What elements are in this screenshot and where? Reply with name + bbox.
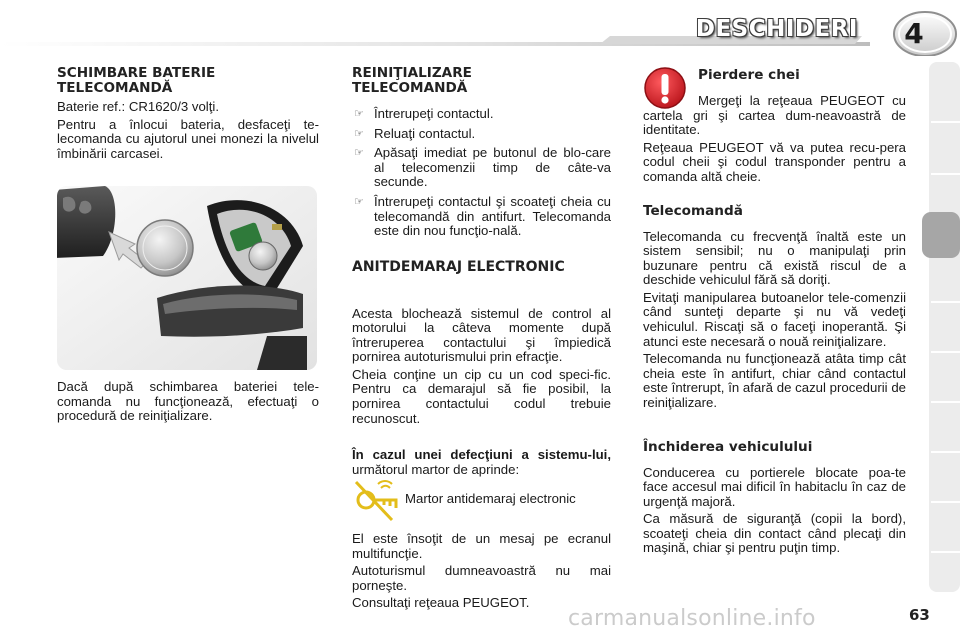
page-number: 63 [909,606,930,624]
battery-coin [137,220,193,276]
reinit-title: REINIŢIALIZARE TELECOMANDĂ [352,65,472,96]
battery-reference: Baterie ref.: CR1620/3 volţi. [57,99,219,114]
pointing-hand-icon: ☞ [354,127,364,140]
reinit-steps [352,107,611,239]
immobiliser-section [352,260,611,480]
reinit-step-text: Reluaţi contactul. [374,125,476,141]
list-item [352,107,611,122]
key-battery-illustration [57,186,317,370]
header-bar [0,0,960,56]
warning-label-block [405,492,615,510]
battery-section [57,66,319,164]
remote-para3: Telecomanda nu funcţionează atâta timp cât cheia este în antifurt, chiar când contactul este întrerupt, în afară de cazul procedurii de reiniţializare. [643,351,906,411]
immobiliser-para5: Consultaţi reţeaua PEUGEOT. [352,595,530,611]
locking-para1: Conducerea cu portierele blocate poa-te face accesul mai dificil în habitaclu în caz de urgenţă majoră. [643,464,906,509]
battery-after-note-block [57,380,319,427]
immobiliser-fault-rest: următorul martor de aprinde: [352,461,520,477]
battery-instructions: Pentru a înlocui bateria, desfaceţi te-lecomanda cu ajutorul unei monezi la nivelul îmbinării carcasei. [57,116,319,161]
list-item [352,195,611,239]
chapter-tabs [922,62,960,592]
reinit-section [352,66,611,244]
battery-title: SCHIMBARE BATERIE TELECOMANDĂ [57,65,216,96]
locking-section [643,440,906,559]
key-fob-shell [57,186,115,258]
lost-keys-para2: Reţeaua PEUGEOT vă va putea recu-pera codul cheii şi codul transponder pentru a comanda altă cheie. [643,139,906,184]
lost-keys-title-block [698,68,906,83]
pointing-hand-icon: ☞ [354,108,364,120]
immobiliser-fault-text [352,448,611,477]
chapter-title: DESCHIDERI [695,16,858,42]
pointing-hand-icon: ☞ [354,195,364,208]
remote-section [643,204,906,414]
warning-label: Martor antidemaraj electronic [405,491,576,506]
reinit-step-text: Întrerupeţi contactul. [374,106,494,121]
battery-after-note: Dacă după schimbarea bateriei tele-comanda nu funcţionează, efectuaţi o procedură de reiniţializare. [57,379,319,424]
watermark: carmanualsonline.info [568,606,816,631]
immobiliser-footer-text [352,532,611,614]
locking-para2: Ca măsură de siguranţă (copii la bord), scoateţi cheia din contact când plecaţi din maşină, chiar şi pentru puţin timp. [643,511,906,556]
lost-keys-title: Pierdere chei [698,67,800,83]
immobiliser-para3: El este însoţit de un mesaj pe ecranul multifuncţie. [352,531,611,561]
chapter-tabs-graphic [922,62,960,592]
reinit-step-text: Întrerupeţi contactul şi scoateţi cheia cu telecomandă din antifurt. Telecomanda este din nou funcţio-nală. [374,193,611,239]
immobiliser-para4: Autoturismul dumneavoastră nu mai porneşte. [352,563,611,593]
remote-para2: Evitaţi manipularea butoanelor tele-comenzii când sunteţi departe şi nu vă vedeţi vehiculul. Riscaţi să o faceţi inoperantă. Şi atunci este necesară o nouă reiniţializare. [643,289,906,349]
list-item [352,127,611,142]
remote-title: Telecomandă [643,203,743,219]
locking-title: Închiderea vehiculului [643,439,813,455]
remote-para1: Telecomanda cu frecvenţă înaltă este un sistem sensibil; nu o manipulaţi prin buzunare pentru că există riscul de a deschide vehiculul fără să doriţi. [643,228,906,288]
chapter-number: 4 [904,17,924,50]
immobiliser-para2: Cheia conţine un cip cu un cod speci-fic. Pentru ca demarajul să fie posibil, la pornirea contactului codul trebuie recunoscut. [352,366,611,426]
lost-keys-para1: Mergeţi la reţeaua PEUGEOT cu cartela gri şi cartea dum-neavoastră de identitate. [643,93,906,138]
key-battery-photo [57,186,317,370]
immobiliser-para1: Acesta blochează sistemul de control al motorului la câteva momente după întreruperea contactului şi împiedică pornirea autoturismului prin efracţie. [352,305,611,365]
pointing-hand-icon: ☞ [354,147,364,160]
lost-keys-section [643,94,906,188]
immobiliser-fault-bold: În cazul unei defecţiuni a sistemu-lui, [352,447,611,463]
immobiliser-title: ANITDEMARAJ ELECTRONIC [352,259,565,275]
reinit-step-text: Apăsaţi imediat pe butonul de blo-care al telecomenzii timp de câte-va secunde. [374,145,611,190]
key-crossed-warning-icon [350,476,400,524]
list-item [352,146,611,190]
tab-active-chapter-4[interactable] [922,212,960,258]
